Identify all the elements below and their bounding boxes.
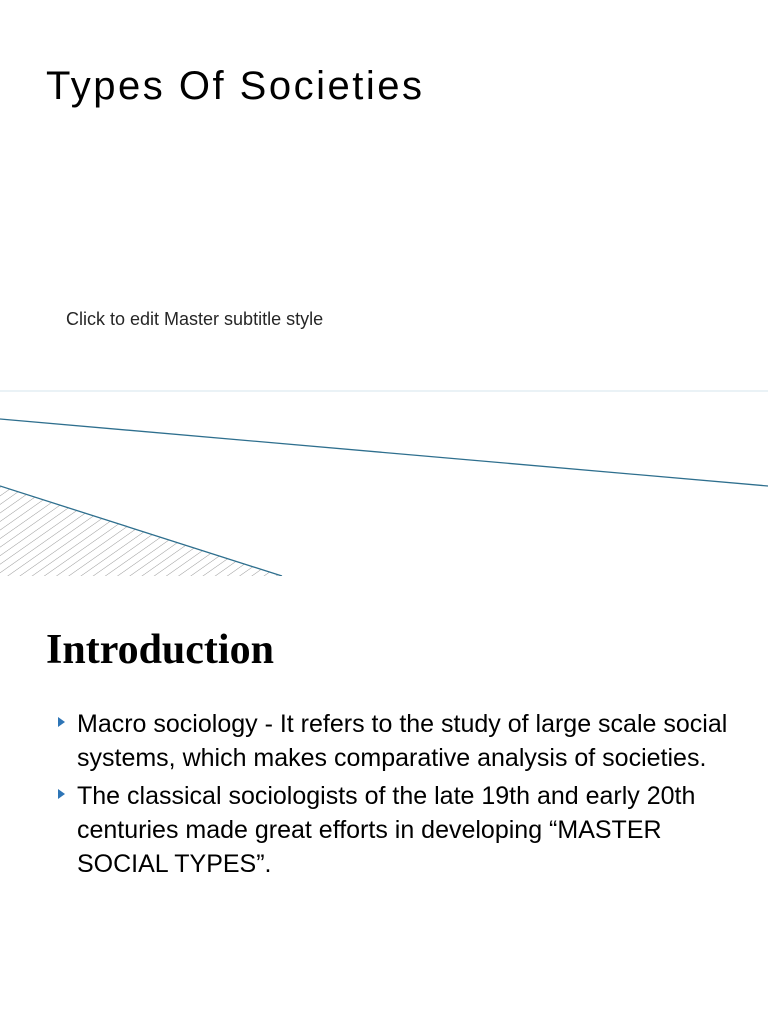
slide-heading: Introduction xyxy=(46,627,274,673)
bullet-text: Macro sociology - It refers to the study of large scale social systems, which makes comparative analysis of societies. xyxy=(77,710,728,772)
content-slide xyxy=(0,576,768,1024)
accent-diagonal-line xyxy=(0,419,768,486)
bullet-item xyxy=(50,707,730,775)
bullet-item xyxy=(50,779,730,881)
bullet-text: The classical sociologists of the late 19th and early 20th centuries made great efforts in developing “MASTER SOCIAL TYPES”. xyxy=(77,782,696,878)
slide-title: Types Of Societies xyxy=(46,64,425,108)
slide-subtitle: Click to edit Master subtitle style xyxy=(66,309,324,329)
bullet-list xyxy=(50,707,730,885)
triangle-bullet-icon xyxy=(58,717,65,727)
triangle-bullet-icon xyxy=(58,789,65,799)
